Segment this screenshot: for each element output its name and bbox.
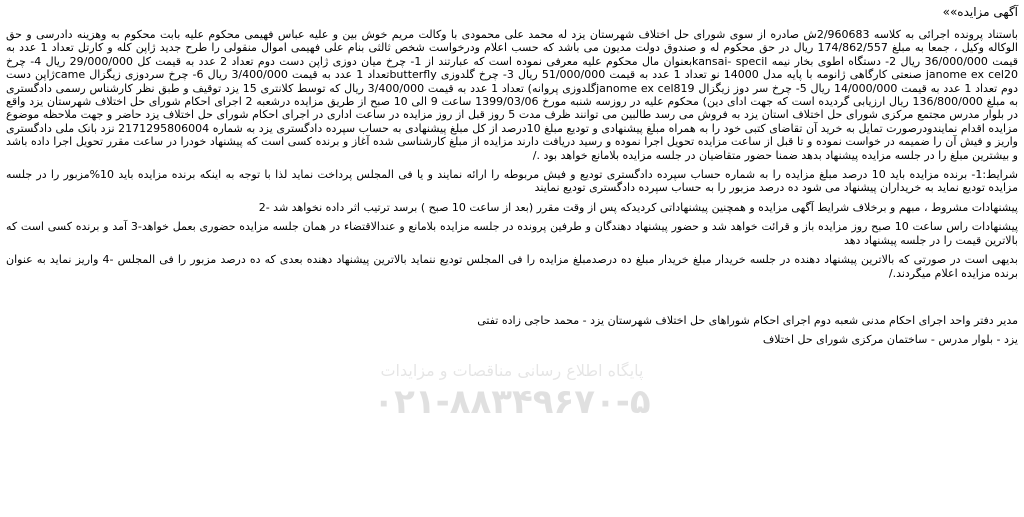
- watermark-phone: ۰۲۱-۸۸۳۴۹۶۷۰-۵: [373, 382, 651, 422]
- condition-3: پیشنهادات راس ساعت 10 صبح روز مزایده باز و قرائت خواهد شد و حضور پیشنهاد دهندگان و طرفین پرونده در جلسه مزایده بلامانع و عندالاقتضاء در همان جلسه مزایده حضوری بعمل خواهد-3 آمد و برنده کسی است که بالاترین قیمت را در جلسه پیشنهاد دهد: [6, 220, 1019, 247]
- signature-line-2: یزد - بلوار مدرس - ساختمان مرکزی شورای حل اختلاف: [762, 333, 1018, 347]
- condition-1: شرایط:1- برنده مزایده باید 10 درصد مبلغ مزایده را به شماره حساب سپرده دادگستری تودیع و فیش مربوطه را ارائه نمایند و یا فی المجلس پرداخت نماید لذا با توجه به اینکه برنده مزایده باید 10%مزبور را در جلسه مزایده تودیع نماید به خریداران پیشنهاد می شود ده درصد مزبور را به حساب سپرده دادگستری تودیع نمایند: [6, 168, 1018, 195]
- condition-2: پیشنهادات مشروط ، مبهم و برخلاف شرایط آگهی مزایده و همچنین پیشنهاداتی کردیدکه پس از وقت مقرر (بعد از ساعت 10 صبح ) برسد ترتیب اثر داده نخواهد شد -2: [258, 200, 1018, 214]
- watermark-line-1: پایگاه اطلاع رسانی مناقصات و مزایدات: [380, 361, 644, 380]
- main-paragraph: باستناد پرونده اجرائی به کلاسه 2/960683ش صادره از سوی شورای حل اختلاف شهرستان یزد له محمد علی محمودی با وکالت مریم خوش بین و علیه عباس فهیمی محکوم علیه بابت محکوم به وهزینه دادرسی و حق الوکاله وکیل ، جمعا به مبلغ 174/862/557 ریال در حق محکوم له و صندوق دولت مدیون می باشد که حسب اعلام ودرخواست شخص ثالثی بنام علی فهیمی اموال منقولی را طرح جدید ژاپن کله و کارتل تعداد 1 عدد به قیمت 36/000/000 ریال 2- دستگاه اطوی بخار نیمه kansai- specilبعنوان مال محکوم علیه معرفی نموده است که عبارتند از 1- چرخ میان دوزی ژاپن دست دوم تعداد 2 عدد به قیمت کل 29/000/000 ریال 4- چرخ janome ex cel20 صنعتی کارگاهی ژانومه با پایه مدل 14000 نو تعداد 1 عدد به قیمت 51/000/000 ریال 3- چرخ گلدوزی butterflyتعداد 1 عدد به قیمت 3/400/000 ریال 6- چرخ سردوزی زیگزال cameژاپن دست دوم تعداد 1 عدد به قیمت 14/000/000 ریال 5- چرخ سر دوز زیگزال janome ex cel819گلدوزی پروانه) تعداد 1 عدد به قیمت 3/400/000 ریال که توسط کلانتری 15 یزد توقیف و طبق نظر کارشناس رسمی دادگستری به مبلغ 136/800/000 ریال ارزیابی گردیده است که جهت ادای دین) محکوم علیه در روزسه شنبه مورخ 1399/03/06 ساعت 9 الی 10 صبح از طریق مزایده درشعبه 2 اجرای احکام شورای حل اختلاف شهرستان یزد واقع در بلوار مدرس مجتمع مرکزی شورای حل اختلاف استان یزد به فروش می رسد طالبین می توانند ظرف مدت 5 روز قبل از روز مزایده در ساعت اداری در اجرای احکام شورای حل اختلاف یزد حاضر و جهت ملاحظه موضوع مزایده اقدام نمایندودرصورت تمایل به خرید آن تقاضای کتبی خود را به همراه مبلغ پیشنهادی و تودیع مبلغ 10درصد از کل مبلغ پیشنهادی به حساب سپرده دادگستری یزد به شماره 2171295806004 نزد بانک ملی دادگستری واریز و فیش آن را ضمیمه در خواست نموده و تا قبل از ساعت مزایده تحویل اجرا نموده و رسید دریافت دارند مزایده از مبلغ کارشناسی شده آغاز و برنده کسی است که پیشنهاد خودرا در ساعت مقرر تحویل اجرا داده باشد و بیشترین مبلغ را در جلسه مزایده پیشنهاد بدهد ضمنا حضور متقاضیان در جلسه مزایده بلامانع خواهد بود ./: [6, 28, 1019, 162]
- signature-line-1: مدیر دفتر واحد اجرای احکام مدنی شعبه دوم اجرای احکام شوراهای حل اختلاف شهرستان یزد - محمد حاجی زاده تفتی: [477, 313, 1018, 327]
- condition-4: بدیهی است در صورتی که بالاترین پیشنهاد دهنده در جلسه خریدار مبلغ خریدار مبلغ ده درصدمبلغ مزایده را فی المجلس تودیع ننماید بالاترین پیشنهاد دهنده بعدی که ده درصد مزبور را فی المجلس -4 واریز نماید به عنوان برنده مزایده اعلام میگردند./: [6, 253, 1018, 280]
- page-title: آگهی مزایده»»: [942, 5, 1018, 19]
